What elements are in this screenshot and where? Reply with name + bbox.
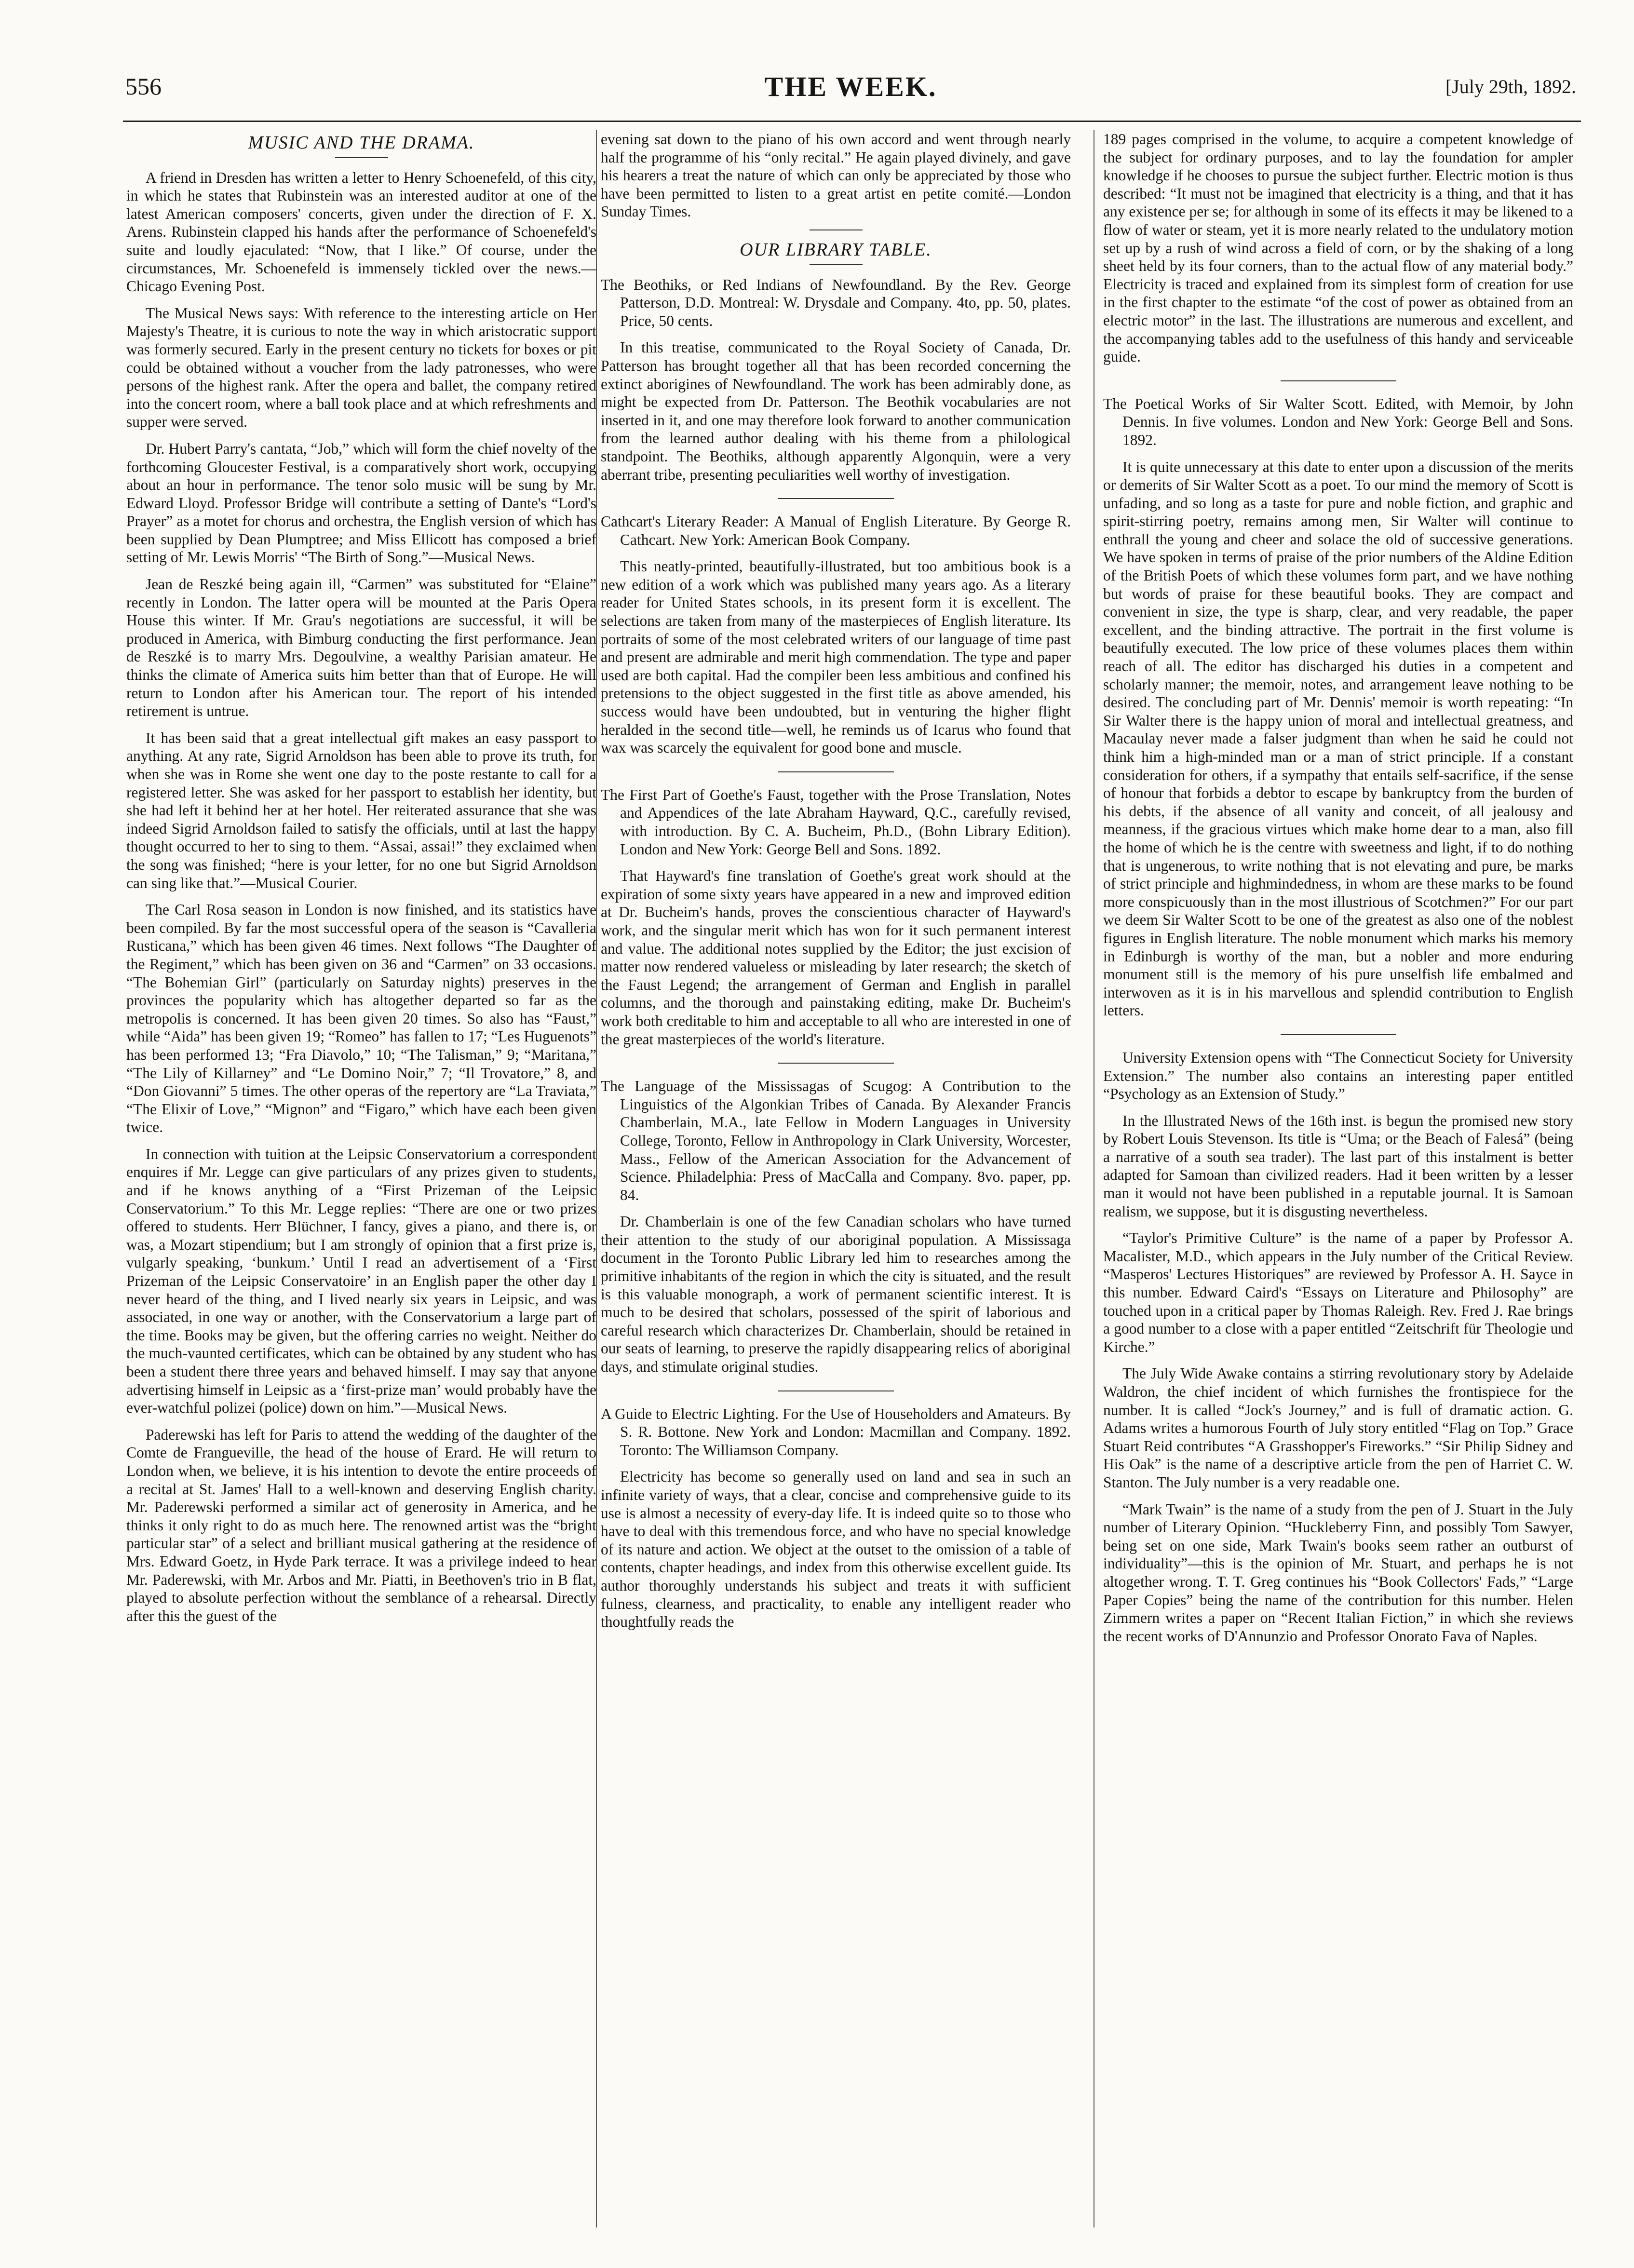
article-paragraph: In connection with tuition at the Leipsic Conservatorium a correspondent enquires if Mr. Legge can give particulars of any prizes given to students, and if he knows anything of a “First Prizeman of the Leipsic Conservatorium.” To this Mr. Legge replies: “There are one or two prizes offered to students. Herr Blüchner, I fancy, gives a piano, and there is, or was, a Mozart stipendium; but I am strongly of opinion that a first prize is, vulgarly speaking, ‘bunkum.’ Until I read an advertisement of a ‘First Prizeman of the Leipsic Conservatoire’ in an English paper the other day I never heard of the thing, and I lived nearly six years in Leipsic, and was associated, in one way or another, with the Conservatorium a large part of the time. Books may be given, but the offering carries no weight. Neither do the much-vaunted certificates, which can be obtained by any student who has been a student there three years and behaved himself. I may say that anyone advertising himself in Leipsic as a ‘first-prize man’ would probably have the ever-watchful polizei (police) down on him.”—Musical News. bbox=[126, 1145, 596, 1417]
issue-date: [July 29th, 1892. bbox=[1445, 76, 1576, 97]
review-rule bbox=[1281, 1034, 1396, 1035]
review-citation: The Poetical Works of Sir Walter Scott. Edited, with Memoir, by John Dennis. In five volumes. London and New York: George Bell and Sons. 1892. bbox=[1103, 395, 1573, 448]
review-rule bbox=[1281, 380, 1396, 381]
section-rule bbox=[810, 264, 863, 265]
review-paragraph: Dr. Chamberlain is one of the few Canadian scholars who have turned their attention to the study of our aboriginal population. A Mississaga document in the Toronto Public Library led him to researches among the primitive inhabitants of the region in which the city is situated, and the result is this valuable monograph, a work of permanent scientific interest. It is much to be desired that scholars, possessed of the spirit of laborious and careful research which characterizes Dr. Chamberlain, should be retained in our seats of learning, to preserve the rapidly disappearing relics of aboriginal days, and stimulate original studies. bbox=[601, 1213, 1071, 1376]
review-citation: A Guide to Electric Lighting. For the Use of Householders and Amateurs. By S. R. Bottone. New York and London: Macmillan and Company. 1892. Toronto: The Williamson Company. bbox=[601, 1405, 1071, 1458]
page-number: 556 bbox=[125, 73, 162, 100]
review-rule bbox=[778, 771, 894, 772]
review-paragraph: That Hayward's fine translation of Goethe's great work should at the expiration of some sixty years have appeared in a new and improved edition at Dr. Bucheim's hands, proves the conscientious character of Hayward's work, and the singular merit which has won for it such permanent interest and value. The additional notes supplied by the Editor; the just excision of matter now rendered valueless or misleading by later research; the sketch of the Faust Legend; the arrangement of German and English in parallel columns, and the thorough and painstaking editing, make Dr. Bucheim's work both creditable to him and acceptable to all who are interested in one of the great masterpieces of the world's literature. bbox=[601, 867, 1071, 1048]
section-title-music: MUSIC AND THE DRAMA. bbox=[248, 133, 475, 153]
header-rule bbox=[123, 121, 1581, 122]
review-citation: The Beothiks, or Red Indians of Newfoundland. By the Rev. George Patterson, D.D. Montreal: W. Drysdale and Company. 4to, pp. 50, plates. Price, 50 cents. bbox=[601, 276, 1071, 329]
page-header bbox=[125, 72, 1576, 125]
article-paragraph: A friend in Dresden has written a letter to Henry Schoenefeld, of this city, in which he states that Rubinstein was an interested auditor at one of the latest American composers' concerts, given under the direction of F. X. Arens. Rubinstein clapped his hands after the performance of Schoenefeld's suite and loudly ejaculated: “Now, that I like.” Of course, under the circumstances, Mr. Schoenefeld is immensely tickled over the news.—Chicago Evening Post. bbox=[126, 169, 596, 295]
masthead: THE WEEK. bbox=[764, 71, 937, 102]
review-paragraph: In this treatise, communicated to the Royal Society of Canada, Dr. Patterson has brought together all that has been recorded concerning the extinct aborigines of Newfoundland. The work has been admirably done, as might be expected from Dr. Patterson. The Beothik vocabularies are not inserted in it, and one may therefore look forward to another communication from the learned author dealing with his theme from a philological standpoint. The Beothiks, although apparently Algonquin, were a very aberrant tribe, presenting peculiarities well worthy of investigation. bbox=[601, 339, 1071, 483]
column-3 bbox=[1103, 130, 1573, 2242]
review-citation: The Language of the Mississagas of Scugog: A Contribution to the Linguistics of the Algonkian Tribes of Canada. By Alexander Francis Chamberlain, M.A., late Fellow in Modern Languages in University College, Toronto, Fellow in Anthropology in Clark University, Worcester, Mass., Fellow of the American Association for the Advancement of Science. Philadelphia: Press of MacCalla and Company. 8vo. paper, pp. 84. bbox=[601, 1078, 1071, 1203]
periodical-paragraph: “Mark Twain” is the name of a study from the pen of J. Stuart in the July number of Literary Opinion. “Huckleberry Finn, and possibly Tom Sawyer, being set on one side, Mark Twain's books seem rather an outburst of individuality”—this is the opinion of Mr. Stuart, and perhaps he is not altogether wrong. T. T. Greg continues his “Book Collectors' Fads,” “Large Paper Copies” being the name of the contribution for this number. Helen Zimmern writes a paper on “Recent Italian Fiction,” in which she reviews the recent works of D'Annunzio and Professor Onorato Fava of Naples. bbox=[1103, 1500, 1573, 1645]
review-paragraph: This neatly-printed, beautifully-illustrated, but too ambitious book is a new edition of a work which was published many years ago. As a literary reader for United States schools, in its present form it is excellent. The selections are taken from many of the masterpieces of English literature. Its portraits of some of the most celebrated writers of our language of time past and present are admirable and merit high commendation. The type and paper used are both capital. Had the compiler been less ambitious and confined his pretensions to the object suggested in the first title as above amended, his success would have been undoubted, but in venturing the higher flight heralded in the second title—well, he reminds us of Icarus who found that wax was scarcely the equivalent for good bone and muscle. bbox=[601, 558, 1071, 756]
periodical-paragraph: The July Wide Awake contains a stirring revolutionary story by Adelaide Waldron, the chief incident of which furnishes the frontispiece for the number. It is called “Jock's Journey,” and is full of dramatic action. G. Adams writes a humorous Fourth of July story entitled “Flag on Top.” Grace Stuart Reid contributes “A Grasshopper's Fireworks.” “Sir Philip Sidney and His Oak” is the name of a descriptive article from the pen of Harriet C. W. Stanton. The July number is a very readable one. bbox=[1103, 1365, 1573, 1491]
article-paragraph: evening sat down to the piano of his own accord and went through nearly half the programme of his “only recital.” He again played divinely, and gave his hearers a treat the nature of which can only be appreciated by those who have been permitted to listen to a great artist en petite comité.—London Sunday Times. bbox=[601, 131, 1071, 220]
article-paragraph: Jean de Reszké being again ill, “Carmen” was substituted for “Elaine” recently in London. The latter opera will be mounted at the Paris Opera House this winter. If Mr. Grau's negotiations are successful, it will be produced in America, with Bimburg conducting the first performance. Jean de Reszké is to marry Mrs. Degoulvine, a wealthy Parisian amateur. He thinks the climate of America suits him better than that of Europe. He will return to London after his American tour. The report of his intended retirement is untrue. bbox=[126, 576, 596, 720]
section-rule bbox=[335, 157, 388, 158]
column-1 bbox=[126, 130, 596, 2242]
review-paragraph: 189 pages comprised in the volume, to acquire a competent knowledge of the subject for ordinary purposes, and to lay the foundation for ampler knowledge if he chooses to pursue the subject further. Electric motion is thus described: “It must not be imagined that electricity is a thing, and that it has any existence per se; for although in some of its effects it may be likened to a flow of water or steam, yet it is more nearly related to the undulatory motion set up by a rush of wind across a field of corn, or by the shaking of a long sheet held by its four corners, than to the actual flow of any material body.” Electricity is traced and explained from its simplest form of creation for use in the first chapter to the estimate “of the cost of power as obtained from an electric motor” in the last. The illustrations are numerous and excellent, and the accompanying tables add to the usefulness of this handy and serviceable guide. bbox=[1103, 131, 1573, 365]
article-paragraph: Paderewski has left for Paris to attend the wedding of the daughter of the Comte de Frangueville, the head of the house of Erard. He will return to London when, we believe, it is his intention to devote the entire proceeds of a recital at St. James' Hall to a well-known and deserving English charity. Mr. Paderewski performed a similar act of generosity in America, and he thinks it only right to do as much here. The renowned artist was the “bright particular star” of a select and brilliant musical gathering at the residence of Mrs. Edward Goetz, in Hyde Park terrace. It was a privilege indeed to hear Mr. Paderewski, with Mr. Arbos and Mr. Piatti, in Beethoven's trio in B flat, played to absolute perfection without the semblance of a rehearsal. Directly after this the guest of the bbox=[126, 1426, 596, 1624]
column-2 bbox=[601, 130, 1071, 2242]
article-paragraph: Dr. Hubert Parry's cantata, “Job,” which will form the chief novelty of the forthcoming Gloucester Festival, is a comparatively short work, occupying about an hour in performance. The tenor solo music will be sung by Mr. Edward Lloyd. Professor Bridge will contribute a setting of Dante's “Lord's Prayer” as a motet for chorus and orchestra, the English version of which has been supplied by Dean Plumptree; and Miss Ellicott has composed a brief setting of Mr. Lewis Morris' “The Birth of Song.”—Musical News. bbox=[126, 440, 596, 566]
review-paragraph: Electricity has become so generally used on land and sea in such an infinite variety of ways, that a clear, concise and comprehensive guide to its use is almost a necessity of every-day life. It is indeed quite so to those who have to deal with this tremendous force, and who have no special knowledge of its nature and action. We object at the outset to the omission of a table of contents, chapter headings, and index from this otherwise excellent guide. Its author thoroughly understands his subject and treats it with sufficient fulness, clearness, and practicality, to enable any intelligent reader who thoughtfully reads the bbox=[601, 1468, 1071, 1631]
periodical-paragraph: University Extension opens with “The Connecticut Society for University Extension.” The number also contains an interesting paper entitled “Psychology as an Extension of Study.” bbox=[1103, 1049, 1573, 1103]
section-title-library: OUR LIBRARY TABLE. bbox=[740, 239, 932, 260]
article-paragraph: It has been said that a great intellectual gift makes an easy passport to anything. At any rate, Sigrid Arnoldson has been able to prove its truth, for when she was in Rome she went one day to the poste restante to call for a registered letter. She was asked for her passport to establish her identity, but she had left it behind her at her hotel. Her reiterated assurance that she was indeed Sigrid Arnoldson failed to satisfy the officials, until at last the happy thought occurred to her to sing to them. “Assai, assai!” they exclaimed when the song was finished; “here is your letter, for no one but Sigrid Arnoldson can sing like that.”—Musical Courier. bbox=[126, 729, 596, 891]
article-paragraph: The Musical News says: With reference to the interesting article on Her Majesty's Theatre, it is curious to note the way in which aristocratic support was formerly secured. Early in the present century no tickets for boxes or pit could be obtained without a voucher from the lady patronesses, who were persons of the highest rank. After the opera and ballet, the company retired into the concert room, where a ball took place and at which refreshments and supper were served. bbox=[126, 304, 596, 431]
review-rule bbox=[778, 1063, 894, 1064]
article-paragraph: The Carl Rosa season in London is now finished, and its statistics have been compiled. By far the most successful opera of the season is “Cavalleria Rusticana,” which has been given 46 times. Next follows “The Daughter of the Regiment,” which has been given on 36 and “Carmen” on 33 occasions. “The Bohemian Girl” (particularly on Saturday nights) preserves in the provinces the popularity which has altogether departed so far as the metropolis is concerned. It has been given 20 times. So also has “Faust,” while “Aida” has been given 19; “Romeo” has fallen to 17; “Les Huguenots” has been performed 13; “Fra Diavolo,” 10; “The Talisman,” 9; “Maritana,” “The Lily of Killarney” and “Le Domino Noir,” 7; “Il Trovatore,” 8, and “Don Giovanni” 5 times. The other operas of the repertory are “La Traviata,” “The Elixir of Love,” “Mignon” and “Figaro,” which have each been given twice. bbox=[126, 901, 596, 1136]
periodical-paragraph: In the Illustrated News of the 16th inst. is begun the promised new story by Robert Louis Stevenson. Its title is “Uma; or the Beach of Falesá” (being a narrative of a south sea trader). The last part of this instalment is better adapted for Samoan than civilized readers. Had it been written by a lesser man it would not have been published in a reputable journal. It is Samoan realism, we suppose, but it is disgusting nevertheless. bbox=[1103, 1112, 1573, 1220]
review-rule bbox=[778, 498, 894, 499]
review-paragraph: It is quite unnecessary at this date to enter upon a discussion of the merits or demerits of Sir Walter Scott as a poet. To our mind the memory of Scott is unfading, and so long as a taste for pure and noble fiction, and graphic and spirit-stirring poetry, remains among men, Sir Walter will continue to enthrall the young and cheer and solace the old of successive generations. We have spoken in terms of praise of the prior numbers of the Aldine Edition of the British Poets of which these volumes form part, and we have nothing but words of praise for these beautiful books. They are compact and convenient in size, the type is sharp, clear, and very readable, the paper excellent, and the binding attractive. The portrait in the first volume is beautifully executed. The low price of these volumes places them within reach of all. The editor has discharged his duties in a competent and scholarly manner; the memoir, notes, and arrangement leave nothing to be desired. The concluding part of Mr. Dennis' memoir is worth repeating: “In Sir Walter there is the happy union of moral and intellectual greatness, and Macaulay never made a falser judgment than when he said he could not think him a high-minded man or a man of strict principle. If a constant consideration for others, if a sympathy that entails self-sacrifice, if the sense of honour that forbids a debtor to escape by bankruptcy from the burden of his debts, if the absence of all vanity and conceit, of all jealousy and meanness, if the gracious virtues which make home dear to a man, also fill the home of which he is the centre with sweetness and light, if to do nothing that is ungenerous, to write nothing that is not elevating and pure, be marks of strict principle and highmindedness, in whom are these marks to be found more conspicuously than in the most illustrious of Scotchmen?” For our part we deem Sir Walter Scott to be one of the greatest as also one of the noblest figures in English literature. The noble monument which marks his memory in Edinburgh is worthy of the man, but a nobler and more enduring monument still is the memory of his pure unselfish life embalmed and interwoven as it is in his marvellous and splendid contribution to English letters. bbox=[1103, 458, 1573, 1019]
periodical-paragraph: “Taylor's Primitive Culture” is the name of a paper by Professor A. Macalister, M.D., which appears in the July number of the Critical Review. “Masperos' Lectures Historiques” are reviewed by Professor A. H. Sayce in this number. Edward Caird's “Essays on Literature and Philosophy” are touched upon in a critical paper by Thomas Raleigh. Rev. Fred J. Rae brings a good number to a close with a paper entitled “Zeitschrift für Theologie und Kirche.” bbox=[1103, 1229, 1573, 1355]
review-citation: The First Part of Goethe's Faust, together with the Prose Translation, Notes and Appendices of the late Abraham Hayward, Q.C., carefully revised, with introduction. By C. A. Bucheim, Ph.D., (Bohn Library Edition). London and New York: George Bell and Sons. 1892. bbox=[601, 786, 1071, 858]
review-citation: Cathcart's Literary Reader: A Manual of English Literature. By George R. Cathcart. New York: American Book Company. bbox=[601, 513, 1071, 548]
review-rule bbox=[778, 1390, 894, 1391]
